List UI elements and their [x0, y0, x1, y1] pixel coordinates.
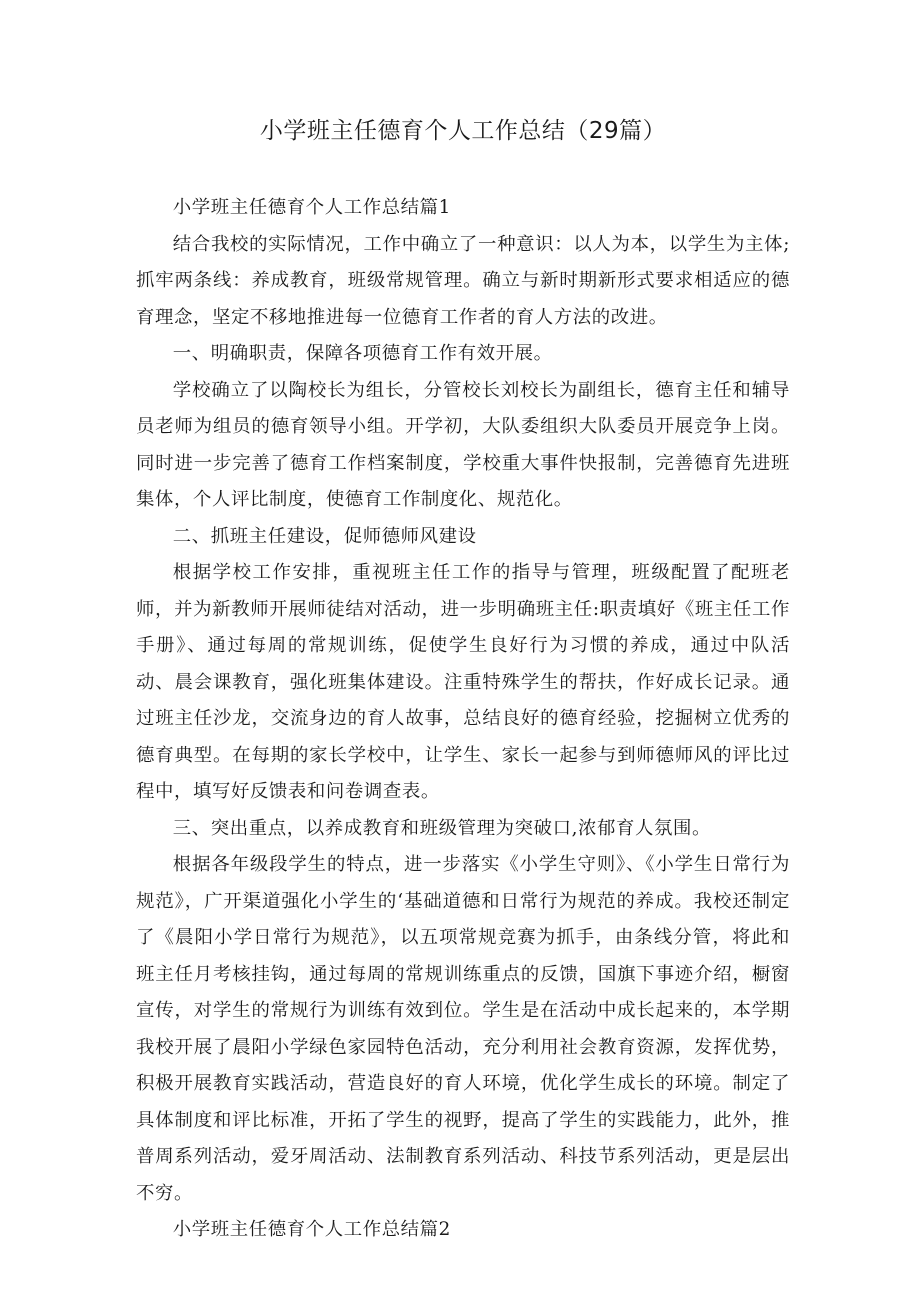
section-heading-1: 小学班主任德育个人工作总结篇1 [172, 197, 451, 218]
paragraph-2: 根据学校工作安排，重视班主任工作的指导与管理，班级配置了配班老师，并为新教师开展师徒结对活动，进一步明确班主任:职责填好《班主任工作手册》、通过每周的常规训练，促使学生良好行为习惯的养成，通过中队活动、晨会课教育，强化班集体建设。注重特殊学生的帮扶，作好成长记录。通过班主任沙龙，交流身边的育人故事，总结良好的德育经验，挖掘树立优秀的德育典型。在每期的家长学校中，让学生、家长一起参与到师德师风的评比过程中，填写好反馈表和问卷调查表。 [136, 562, 790, 802]
subheading-1: 一、明确职责，保障各项德育工作有效开展。 [172, 343, 553, 364]
subheading-3: 三、突出重点，以养成教育和班级管理为突破口,浓郁育人氛围。 [172, 817, 711, 839]
document-page [136, 112, 790, 1249]
paragraph-3: 根据各年级段学生的特点，进一步落实《小学生守则》、《小学生日常行为规范》，广开渠道强化小学生的‘基础道德和日常行为规范的养成。我校还制定了《晨阳小学日常行为规范》，以五项常规竞赛为抓手，由条线分管，将此和班主任月考核挂钩，通过每周的常规训练重点的反馈，国旗下事迹介绍，橱窗宣传，对学生的常规行为训练有效到位。学生是在活动中成长起来的，本学期我校开展了晨阳小学绿色家园特色活动，充分利用社会教育资源，发挥优势，积极开展教育实践活动，营造良好的育人环境，优化学生成长的环境。制定了具体制度和评比标准，开拓了学生的视野，提高了学生的实践能力，此外，推普周系列活动，爱牙周活动、法制教育系列活动、科技节系列活动，更是层出不穷。 [136, 854, 790, 1204]
document-title: 小学班主任德育个人工作总结（29篇） [259, 118, 667, 144]
paragraph-1: 学校确立了以陶校长为组长，分管校长刘校长为副组长，德育主任和辅导员老师为组员的德育领导小组。开学初，大队委组织大队委员开展竞争上岗。同时进一步完善了德育工作档案制度，学校重大事件快报制，完善德育先进班集体，个人评比制度，使德育工作制度化、规范化。 [136, 379, 790, 510]
paragraph-intro: 结合我校的实际情况，工作中确立了一种意识：以人为本，以学生为主体;抓牢两条线：养成教育，班级常规管理。确立与新时期新形式要求相适应的德育理念，坚定不移地推进每一位德育工作者的育人方法的改进。 [136, 233, 790, 328]
subheading-2: 二、抓班主任建设，促师德师风建设 [172, 525, 477, 547]
section-heading-2: 小学班主任德育个人工作总结篇2 [172, 1219, 451, 1240]
